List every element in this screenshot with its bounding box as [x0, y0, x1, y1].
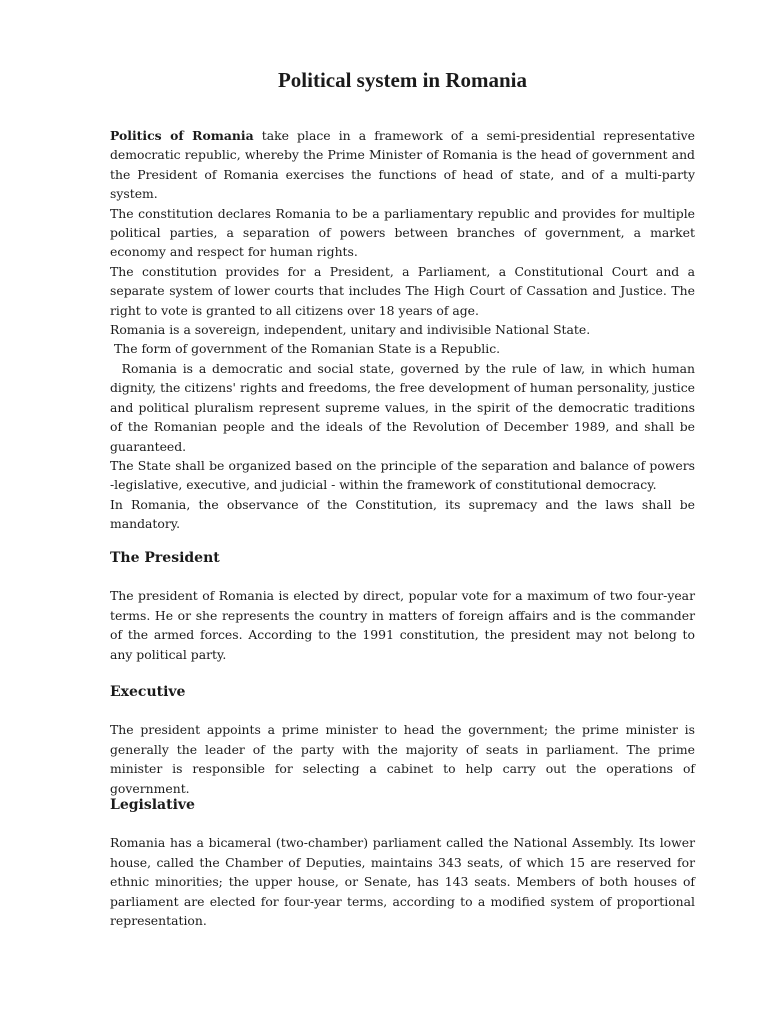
intro-section	[110, 126, 699, 534]
section-heading-president: The President	[110, 550, 220, 566]
intro-paragraph: In Romania, the observance of the Constitution, its supremacy and the laws shall be mandatory.	[110, 496, 695, 532]
section-body-executive: The president appoints a prime minister to head the government; the prime minister is generally the leader of the party with the majority of seats in parliament. The prime minister is responsible for selecting a cabinet to help carry out the operations of government.	[110, 722, 695, 796]
section-heading-executive: Executive	[110, 684, 186, 700]
section-heading-legislative: Legislative	[110, 797, 195, 813]
page-title: Political system in Romania	[277, 68, 528, 92]
intro-paragraph: The constitution declares Romania to be a parliamentary republic and provides for multiple political parties, a separation of powers between branches of government, a market economy and respect for human rights.	[110, 205, 695, 260]
intro-paragraph: Romania is a democratic and social state, governed by the rule of law, in which human dignity, the citizens' rights and freedoms, the free development of human personality, justice and political pluralism represent supreme values, in the spirit of the democratic traditions of the Romanian people and the ideals of the Revolution of December 1989, and shall be guaranteed.	[110, 360, 699, 454]
section-body-president: The president of Romania is elected by direct, popular vote for a maximum of two four-year terms. He or she represents the country in matters of foreign affairs and is the commander of the armed forces. According to the 1991 constitution, the president may not belong to any political party.	[110, 588, 695, 662]
intro-paragraph: The constitution provides for a President, a Parliament, a Constitutional Court and a separate system of lower courts that includes The High Court of Cassation and Justice. The right to vote is granted to all citizens over 18 years of age.	[110, 263, 695, 318]
intro-lead-text: take place in a framework of a semi-presidential representative democratic republic, whereby the Prime Minister of Romania is the head of government and the President of Romania exercises the functions of head of state, and of a multi-party system.	[110, 128, 695, 202]
intro-paragraph: Romania is a sovereign, independent, unitary and indivisible National State.	[110, 322, 591, 338]
intro-paragraph: The form of government of the Romanian State is a Republic.	[110, 341, 501, 357]
intro-lead-term: Politics of Romania	[110, 128, 254, 143]
intro-paragraph-lead	[110, 126, 695, 204]
intro-paragraph: The State shall be organized based on the principle of the separation and balance of powers -legislative, executive, and judicial - within the framework of constitutional democracy.	[110, 457, 695, 493]
section-body-legislative: Romania has a bicameral (two-chamber) parliament called the National Assembly. Its lower house, called the Chamber of Deputies, maintains 343 seats, of which 15 are reserved for ethnic minorities; the upper house, or Senate, has 143 seats. Members of both houses of parliament are elected for four-year terms, according to a modified system of proportional representation.	[110, 835, 695, 929]
